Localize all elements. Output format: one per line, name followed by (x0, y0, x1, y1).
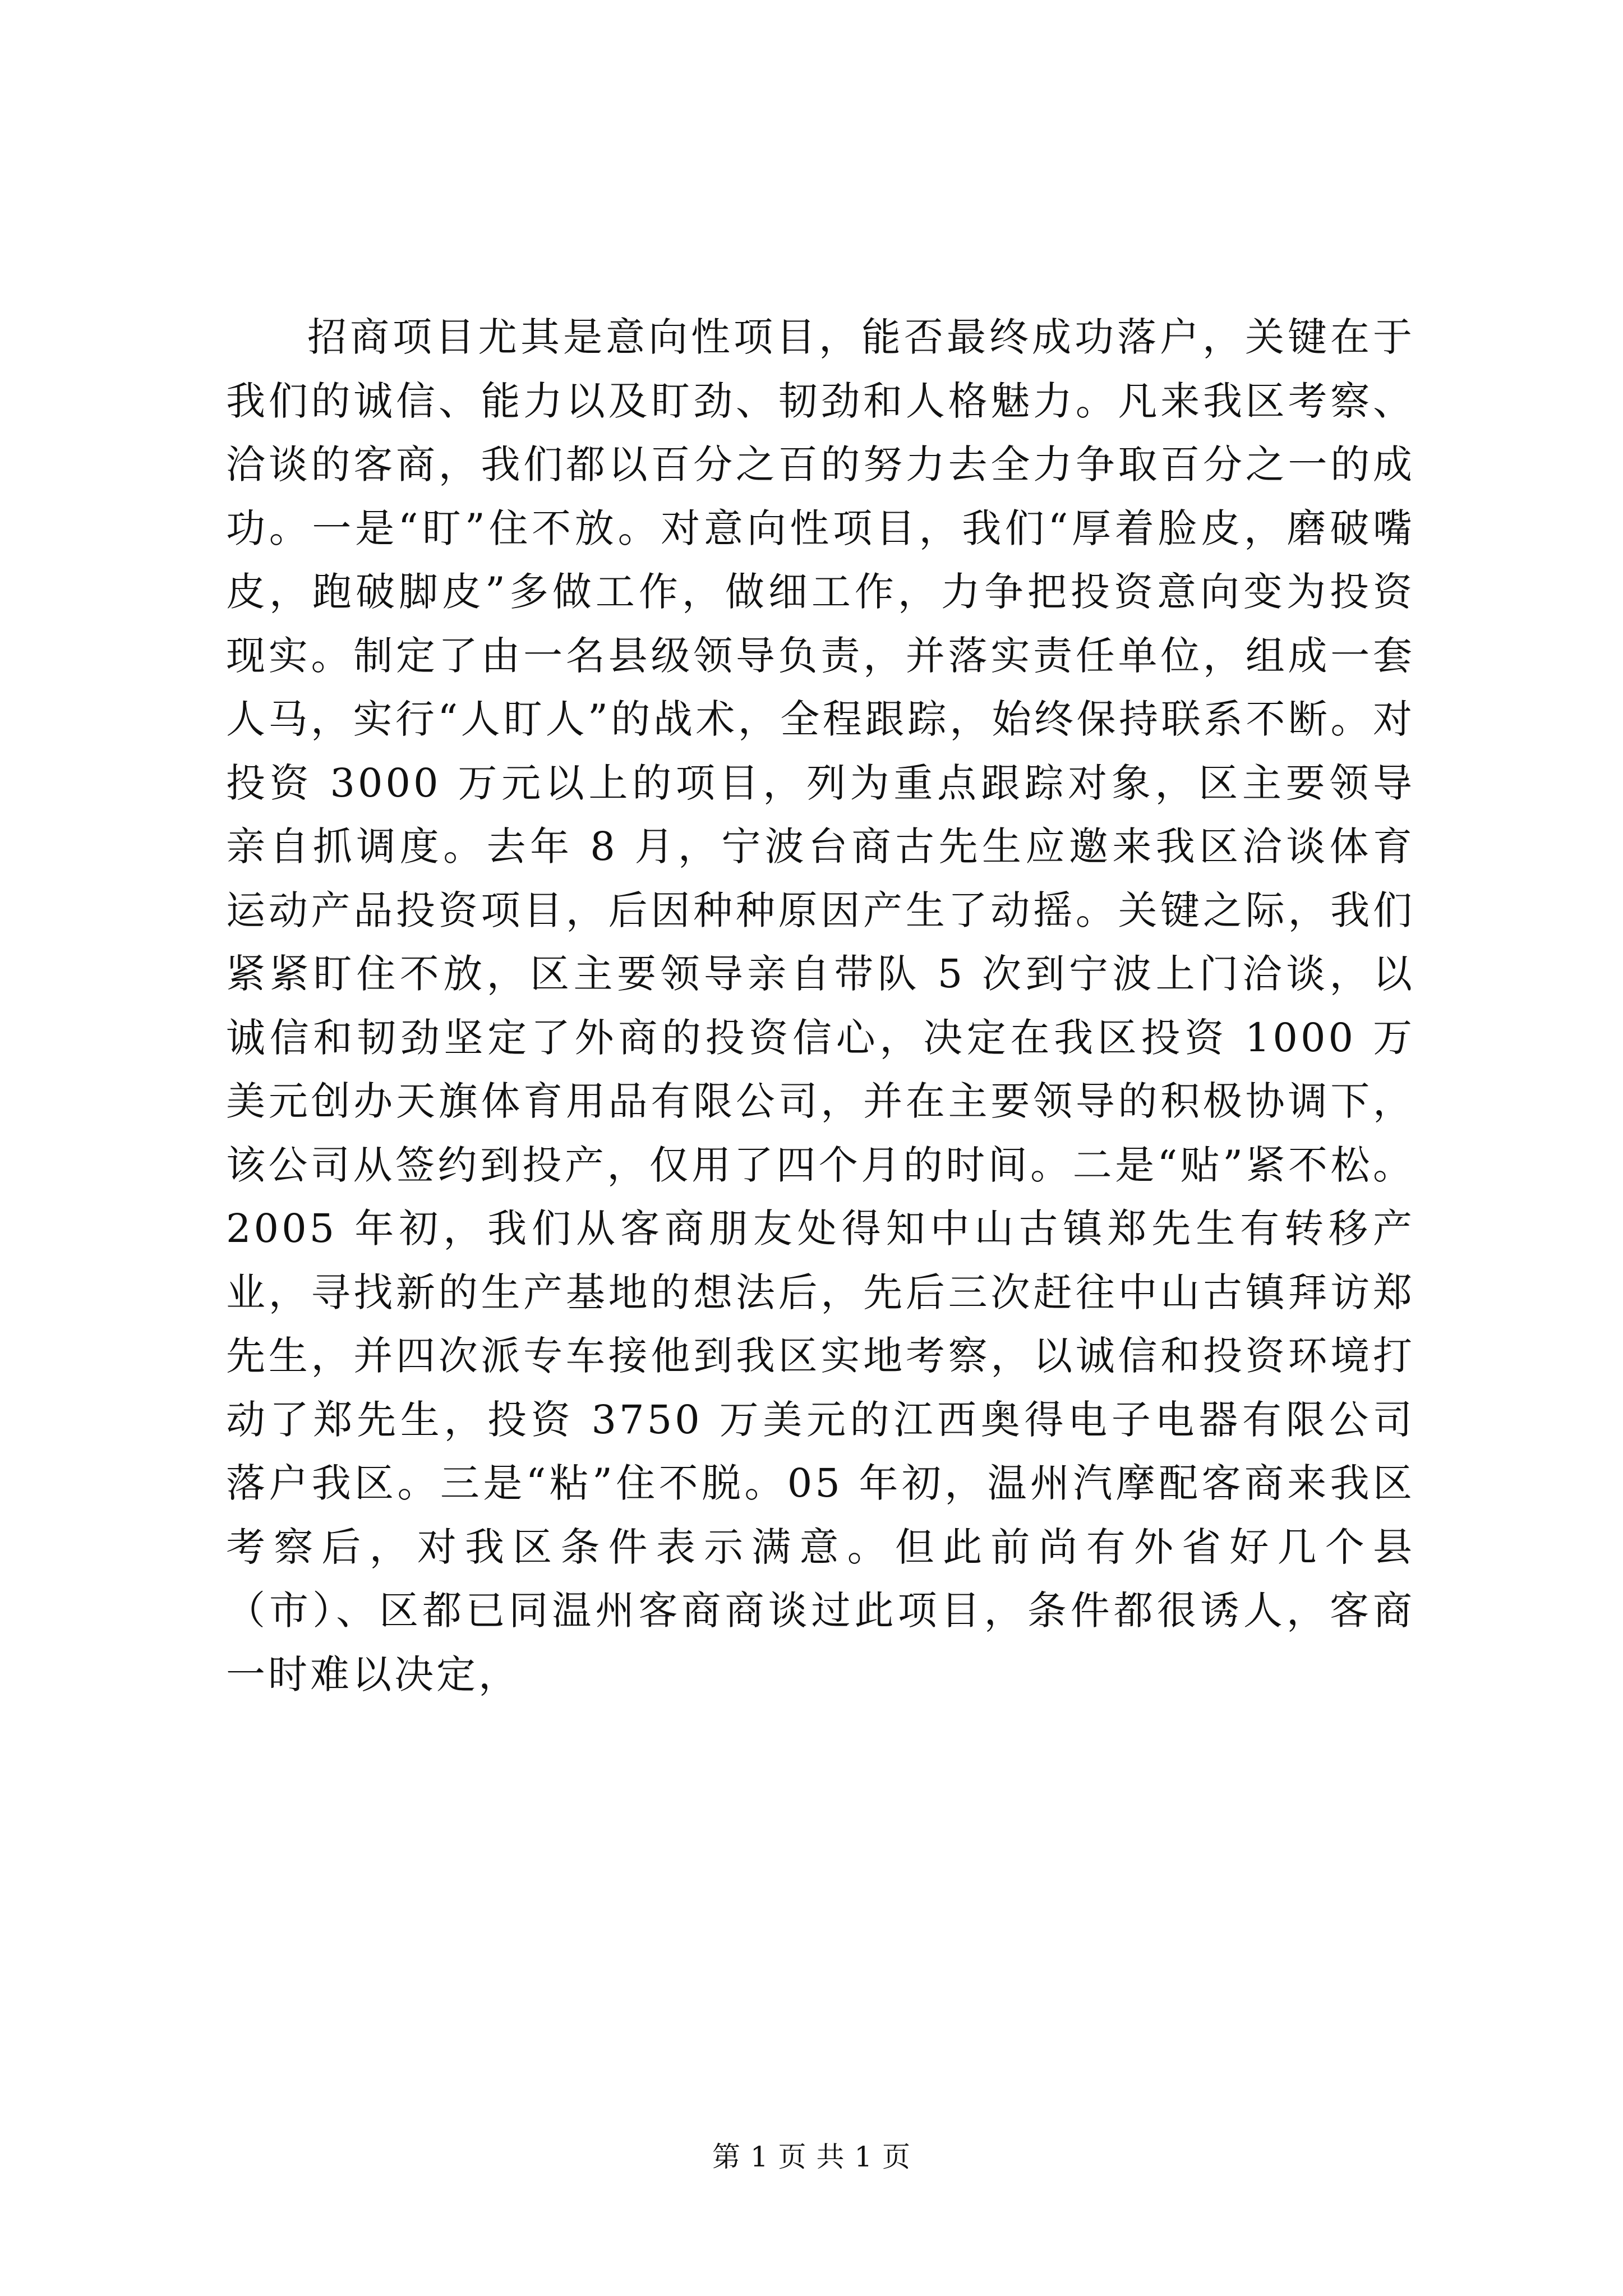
body-paragraph: 招商项目尤其是意向性项目，能否最终成功落户，关键在于我们的诚信、能力以及盯劲、韧劲和人格魅力。凡来我区考察、洽谈的客商，我们都以百分之百的努力去全力争取百分之一的成功。一是“盯”住不放。对意向性项目，我们“厚着脸皮，磨破嘴皮，跑破脚皮”多做工作，做细工作，力争把投资意向变为投资现实。制定了由一名县级领导负责，并落实责任单位，组成一套人马，实行“人盯人”的战术，全程跟踪，始终保持联系不断。对投资 3000 万元以上的项目，列为重点跟踪对象，区主要领导亲自抓调度。去年 8 月，宁波台商古先生应邀来我区洽谈体育运动产品投资项目，后因种种原因产生了动摇。关键之际，我们紧紧盯住不放，区主要领导亲自带队 5 次到宁波上门洽谈，以诚信和韧劲坚定了外商的投资信心，决定在我区投资 1000 万美元创办天旗体育用品有限公司，并在主要领导的积极协调下，该公司从签约到投产，仅用了四个月的时间。二是“贴”紧不松。2005 年初，我们从客商朋友处得知中山古镇郑先生有转移产业，寻找新的生产基地的想法后，先后三次赶往中山古镇拜访郑先生，并四次派专车接他到我区实地考察，以诚信和投资环境打动了郑先生，投资 3750 万美元的江西奥得电子电器有限公司落户我区。三是“粘”住不脱。05 年初，温州汽摩配客商来我区考察后，对我区条件表示满意。但此前尚有外省好几个县（市）、区都已同温州客商商谈过此项目，条件都很诱人，客商一时难以决定， (226, 314, 1415, 1697)
page-footer: 第 1 页 共 1 页 (712, 2141, 911, 2173)
